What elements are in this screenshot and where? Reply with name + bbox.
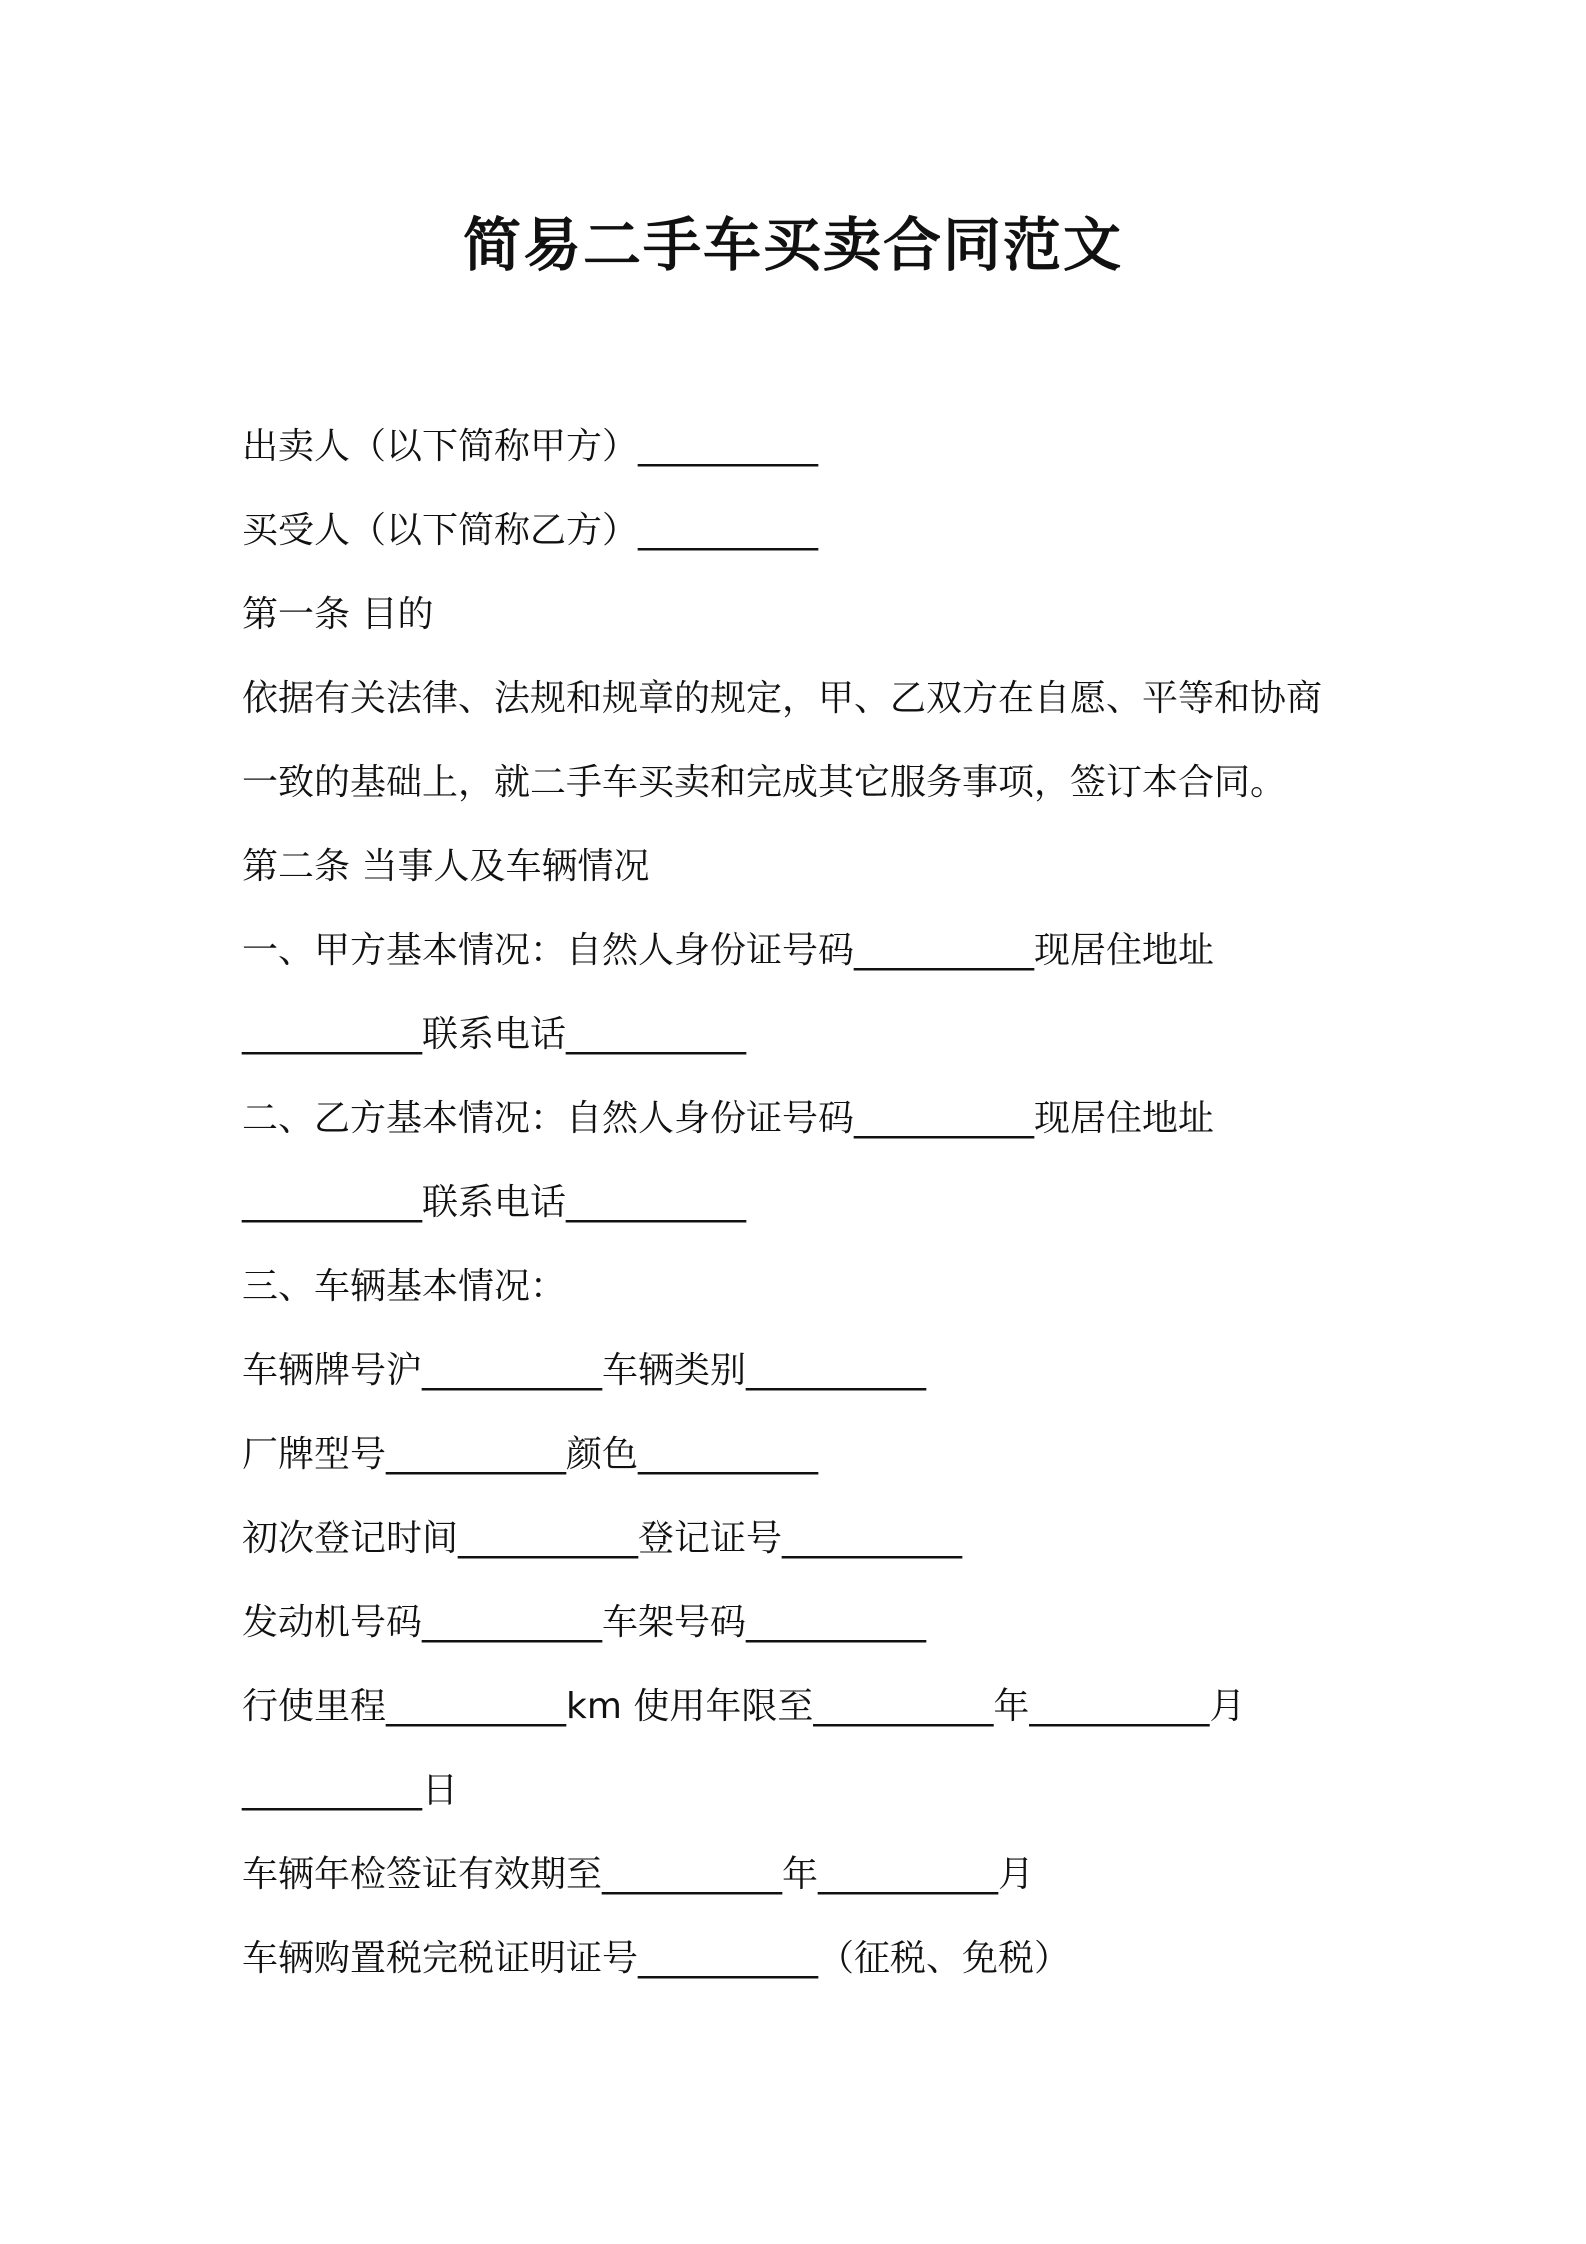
article-2-heading: 第二条 当事人及车辆情况 [242,846,650,887]
document-body [242,405,1392,2001]
article-1-text-line-1: 依据有关法律、法规和规章的规定，甲、乙双方在自愿、平等和协商 [242,678,1323,719]
buyer-line: 买受人（以下简称乙方）__________ [242,510,819,551]
mileage-line-1: 行使里程__________km 使用年限至__________年__________月 [242,1686,1246,1727]
seller-line: 出卖人（以下简称甲方）__________ [242,426,819,467]
plate-category-line: 车辆牌号沪__________车辆类别__________ [242,1350,927,1391]
party-a-info-line-1: 一、甲方基本情况：自然人身份证号码__________现居住地址 [242,930,1215,971]
document-title: 简易二手车买卖合同范文 [462,211,1123,279]
inspection-line: 车辆年检签证有效期至__________年__________月 [242,1854,1035,1895]
brand-color-line: 厂牌型号__________颜色__________ [242,1434,819,1475]
purchase-tax-line: 车辆购置税完税证明证号__________（征税、免税） [242,1938,1071,1979]
mileage-line-2: __________日 [242,1770,459,1811]
article-1-text-line-2: 一致的基础上，就二手车买卖和完成其它服务事项，签订本合同。 [242,762,1287,803]
party-b-info-line-2: __________联系电话__________ [242,1182,747,1223]
engine-chassis-line: 发动机号码__________车架号码__________ [242,1602,927,1643]
party-a-info-line-2: __________联系电话__________ [242,1014,747,1055]
article-1-heading: 第一条 目的 [242,594,434,635]
registration-line: 初次登记时间__________登记证号__________ [242,1518,963,1559]
party-b-info-line-1: 二、乙方基本情况：自然人身份证号码__________现居住地址 [242,1098,1215,1139]
vehicle-info-heading: 三、车辆基本情况： [242,1266,567,1307]
